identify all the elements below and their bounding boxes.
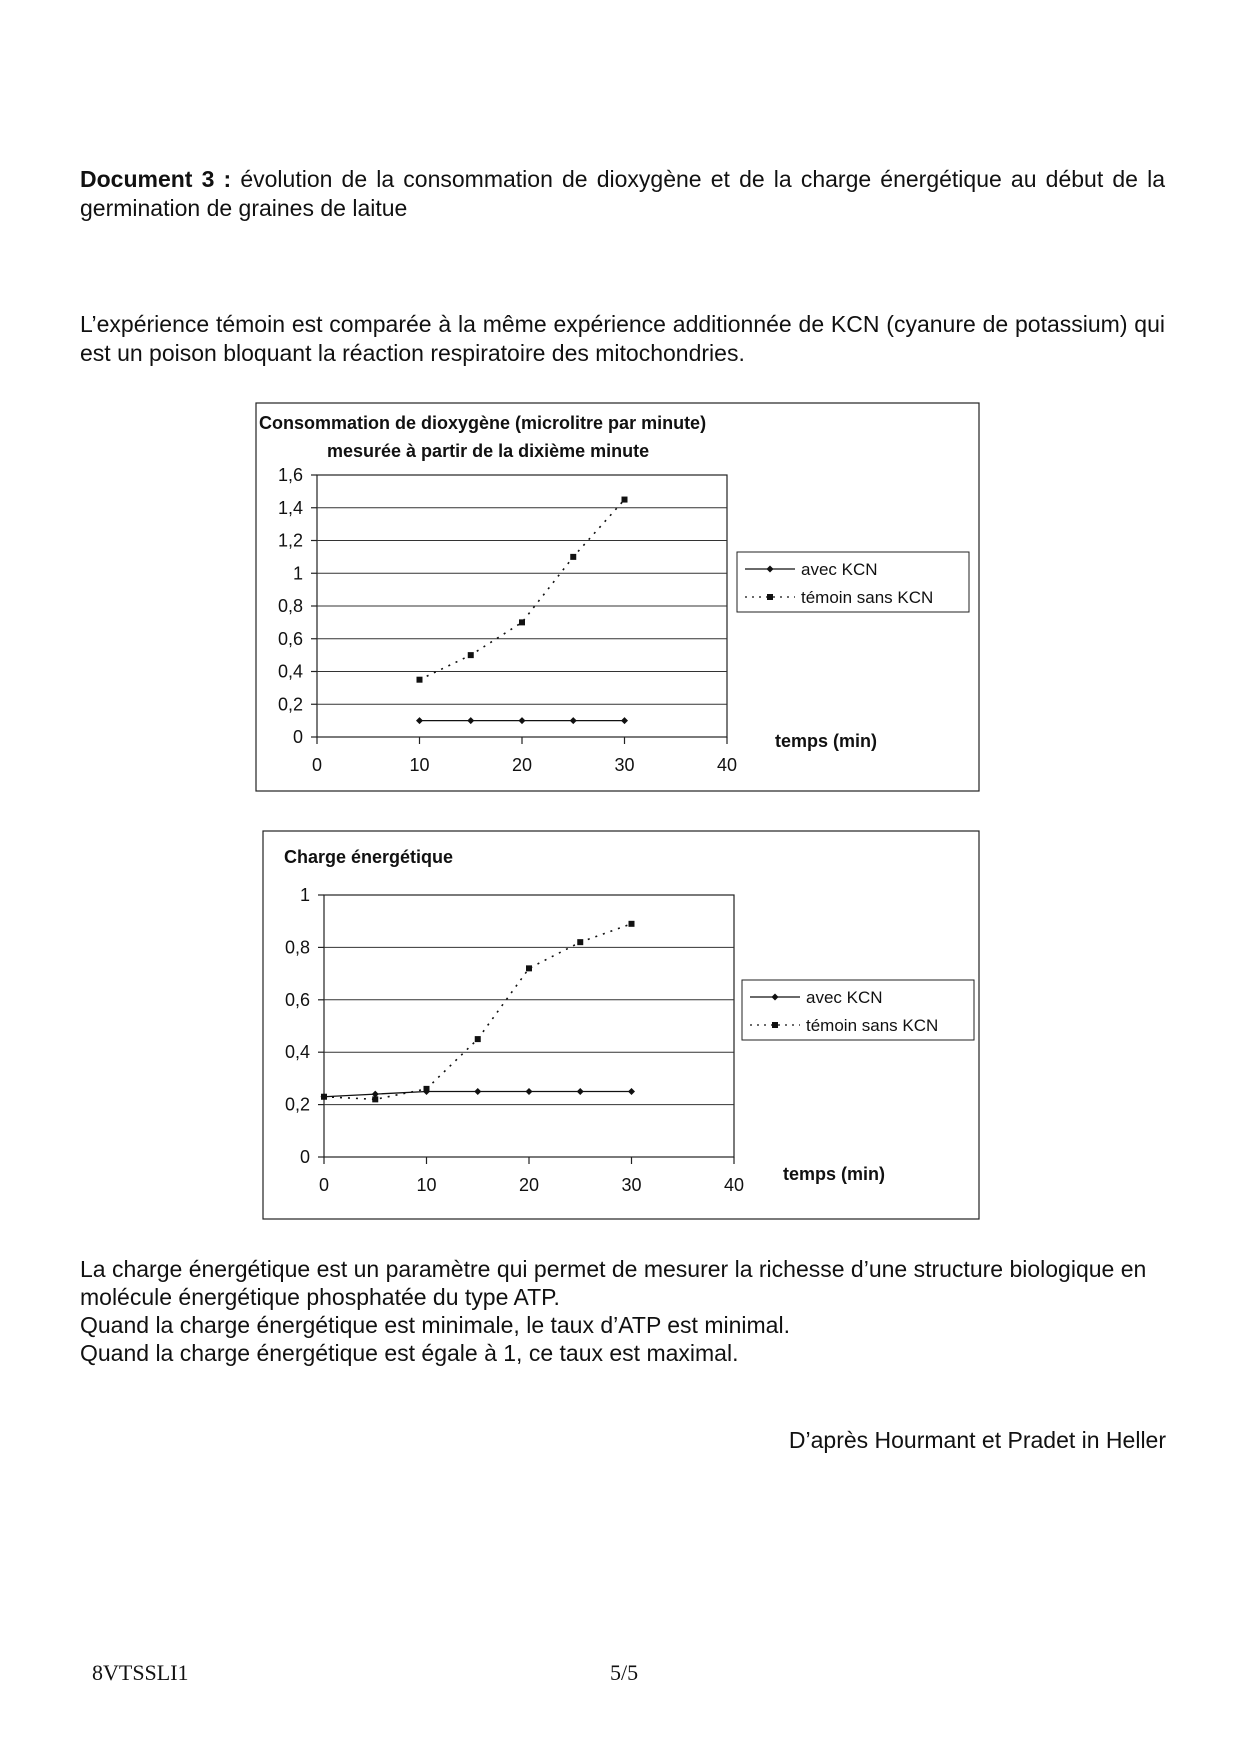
x-axis-label: temps (min) <box>783 1164 886 1184</box>
footer-code: 8VTSSLI1 <box>92 1660 189 1685</box>
legend-label: témoin sans KCN <box>806 1016 939 1035</box>
energy-charge-definition <box>80 1255 1165 1367</box>
definition-line-3: Quand la charge énergétique est égale à 1, ce taux est maximal. <box>80 1340 739 1366</box>
data-point-square <box>475 1036 481 1042</box>
energy-chart-svg <box>262 830 980 1220</box>
y-tick-label: 0 <box>299 1147 310 1167</box>
legend-marker-square <box>772 1022 778 1028</box>
y-tick-label: 0 <box>292 727 303 747</box>
document-description: évolution de la consommation de dioxygène et de la charge énergétique au début de la germination de graines de laitue <box>80 166 1165 221</box>
y-tick-label: 1,4 <box>277 497 303 518</box>
x-tick-label: 10 <box>409 755 430 775</box>
y-tick-label: 1 <box>292 563 303 584</box>
y-tick-label: 0,6 <box>277 628 303 649</box>
definition-line-1: La charge énergétique est un paramètre qui permet de mesurer la richesse d’une structure biologique en molécule énergétique phosphatée du type ATP. <box>80 1256 1147 1310</box>
data-point-square <box>519 619 525 625</box>
data-point-square <box>372 1096 378 1102</box>
legend-marker-square <box>767 594 773 600</box>
x-tick-label: 20 <box>511 755 533 775</box>
x-tick-label: 30 <box>621 1175 642 1195</box>
data-point-square <box>321 1094 327 1100</box>
energy-charge-chart <box>262 830 980 1220</box>
chart-subtitle: mesurée à partir de la dixième minute <box>327 441 650 461</box>
y-tick-label: 1,2 <box>277 530 303 551</box>
y-tick-label: 1 <box>299 885 310 905</box>
y-tick-label: 0,4 <box>284 1042 310 1063</box>
oxygen-chart-svg <box>255 402 980 792</box>
experiment-context: L’expérience témoin est comparée à la même expérience additionnée de KCN (cyanure de potassium) qui est un poison bloquant la réaction respiratoire des mitochondries. <box>80 311 1165 366</box>
chart-title: Charge énergétique <box>284 847 454 867</box>
y-tick-label: 0,4 <box>277 661 303 682</box>
data-point-square <box>570 554 576 560</box>
oxygen-consumption-chart <box>255 402 980 792</box>
document-intro <box>80 165 1165 223</box>
y-tick-label: 0,8 <box>277 596 303 616</box>
data-point-square <box>629 921 635 927</box>
data-point-square <box>526 965 532 971</box>
x-tick-label: 0 <box>318 1175 330 1195</box>
x-tick-label: 40 <box>716 755 738 775</box>
source-citation: D’après Hourmant et Pradet in Heller <box>788 1427 1166 1453</box>
footer-page-number: 5/5 <box>610 1660 639 1685</box>
legend-label: avec KCN <box>801 560 878 579</box>
x-tick-label: 40 <box>723 1175 745 1195</box>
y-tick-label: 0,2 <box>284 1094 310 1115</box>
x-tick-label: 30 <box>614 755 635 775</box>
y-tick-label: 0,2 <box>277 694 303 715</box>
data-point-square <box>577 939 583 945</box>
legend-label: témoin sans KCN <box>801 588 934 607</box>
y-tick-label: 0,6 <box>284 989 310 1010</box>
definition-line-2: Quand la charge énergétique est minimale, le taux d’ATP est minimal. <box>80 1312 790 1338</box>
y-tick-label: 0,8 <box>284 937 310 958</box>
y-tick-label: 1,6 <box>277 465 303 485</box>
document-label: Document 3 : <box>80 166 232 192</box>
x-tick-label: 20 <box>518 1175 540 1195</box>
x-axis-label: temps (min) <box>775 731 878 751</box>
x-tick-label: 0 <box>311 755 323 775</box>
data-point-square <box>468 652 474 658</box>
data-point-square <box>417 677 423 683</box>
data-point-square <box>622 497 628 503</box>
chart-title: Consommation de dioxygène (microlitre par minute) <box>259 413 707 433</box>
x-tick-label: 10 <box>416 1175 437 1195</box>
legend-label: avec KCN <box>806 988 883 1007</box>
data-point-square <box>424 1086 430 1092</box>
